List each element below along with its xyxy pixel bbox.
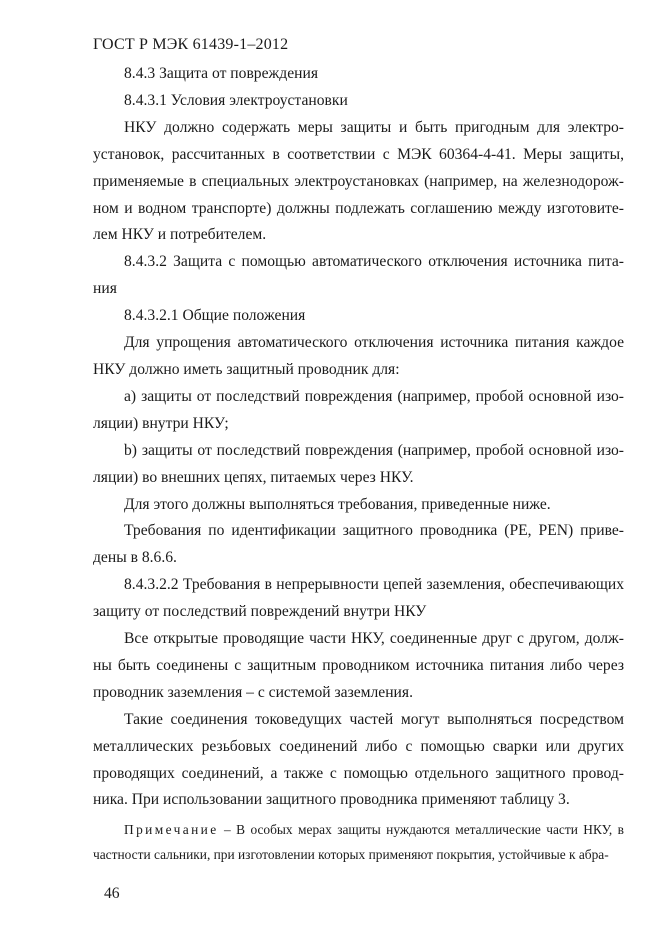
section-heading-8-4-3: 8.4.3 Защита от повреждения (124, 65, 319, 82)
body-paragraph: Для этого должны выполняться требования, приведенные ниже. (124, 495, 551, 513)
document-body (93, 61, 624, 867)
section-heading-8-4-3-2-2: 8.4.3.2.2 Требования в непрерывности цепей заземления, обеспечивающих защиту от последствий повреждений внутри НКУ (93, 576, 624, 621)
body-paragraph: Все открытые проводящие части НКУ, соединенные друг с другом, долж-ны быть соединены с защитным проводником источника питания либо через проводник заземления – с системой заземления. (93, 630, 624, 701)
body-paragraph: Такие соединения токоведущих частей могут выполняться посредством металлических резьбовых соединений либо с помощью сварки или других проводящих соединений, а также с помощью отдельного защитного провод-ника. При использовании защитного проводника применяют таблицу 3. (93, 710, 624, 809)
note-label: Примечание (124, 822, 219, 838)
list-item-b: b) защиты от последствий повреждения (например, пробой основной изо-ляции) во внешних цепях, питаемых через НКУ. (93, 441, 624, 486)
page-number: 46 (104, 885, 120, 902)
note-paragraph (93, 817, 624, 867)
section-heading-8-4-3-1: 8.4.3.1 Условия электроустановки (124, 91, 348, 109)
body-paragraph: Требования по идентификации защитного проводника (PE, PEN) приве-дены в 8.6.6. (93, 522, 624, 567)
section-heading-8-4-3-2-1: 8.4.3.2.1 Общие положения (124, 307, 306, 325)
section-heading-8-4-3-2: 8.4.3.2 Защита с помощью автоматического отключения источника пита-ния (93, 253, 624, 298)
body-paragraph: Для упрощения автоматического отключения источника питания каждое НКУ должно иметь защитный проводник для: (93, 334, 624, 378)
body-paragraph: НКУ должно содержать меры защиты и быть пригодным для электро-установок, рассчитанных в соответствии с МЭК 60364-4-41. Меры защиты, применяемые в специальных электроустановках (например, на железнодорож-ном и водном транспорте) должны подлежать соглашению между изготовите-лем НКУ и потребителем. (93, 118, 624, 244)
standard-header: ГОСТ Р МЭК 61439-1–2012 (93, 36, 289, 53)
note-text: – В особых мерах защиты нуждаются металлические части НКУ, в частности сальники, при изготовлении которых применяют покрытия, устойчивые к абра- (93, 822, 624, 863)
list-item-a: a) защиты от последствий повреждения (например, пробой основной изо-ляции) внутри НКУ; (93, 387, 624, 432)
